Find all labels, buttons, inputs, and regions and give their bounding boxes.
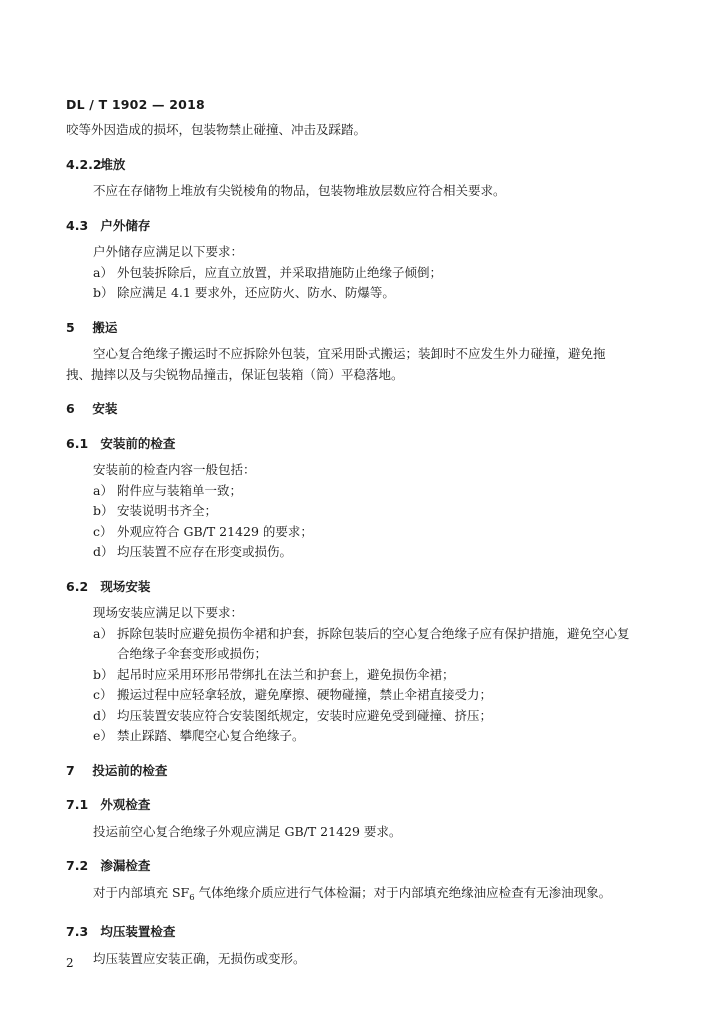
section-7-1-text: 投运前空心复合绝缘子外观应满足 GB/T 21429 要求。 xyxy=(93,823,402,839)
section-number: 7.3 xyxy=(66,924,89,939)
section-title: 渗漏检查 xyxy=(100,858,151,873)
list-text: 外观应符合 GB/T 21429 的要求； xyxy=(117,523,313,539)
list-item xyxy=(66,263,660,284)
list-item xyxy=(66,624,660,645)
section-number: 7 xyxy=(66,762,75,778)
intro-text: 咬等外因造成的损坏，包装物禁止碰撞、冲击及踩踏。 xyxy=(66,122,367,137)
list-label: a） xyxy=(93,482,113,498)
section-6-2-lead: 现场安装应满足以下要求： xyxy=(93,605,244,620)
list-text: 均压装置不应存在形变或损伤。 xyxy=(117,544,293,559)
list-item xyxy=(66,542,660,563)
list-text-continuation: 合绝缘子伞套变形或损伤； xyxy=(117,646,268,661)
section-5-heading xyxy=(66,318,660,339)
section-5-text-line1: 空心复合绝缘子搬运时不应拆除外包装，宜采用卧式搬运；装卸时不应发生外力碰撞，避免拖 xyxy=(93,346,606,361)
section-number: 5 xyxy=(66,319,75,335)
page-number: 2 xyxy=(66,956,74,970)
list-text: 除应满足 4.1 要求外，还应防火、防水、防爆等。 xyxy=(117,285,395,300)
list-label: a） xyxy=(93,264,113,280)
section-title: 搬运 xyxy=(92,319,118,335)
list-item xyxy=(66,726,660,747)
section-number: 4.2.2 xyxy=(66,156,102,172)
section-4-2-2-heading xyxy=(66,155,660,176)
list-text: 安装说明书齐全； xyxy=(117,503,218,518)
list-label: c） xyxy=(93,687,113,702)
section-6-1-heading xyxy=(66,434,660,455)
section-title: 堆放 xyxy=(100,156,126,172)
section-number: 6.1 xyxy=(66,435,89,451)
section-4-3-heading xyxy=(66,216,660,237)
list-text: 拆除包装时应避免损伤伞裙和护套，拆除包装后的空心复合绝缘子应有保护措施，避免空心复 xyxy=(117,625,630,641)
section-title: 均压装置检查 xyxy=(100,924,176,939)
section-7-heading xyxy=(66,761,660,782)
section-4-3-lead: 户外储存应满足以下要求： xyxy=(93,244,244,259)
list-label: b） xyxy=(93,503,114,518)
list-text: 禁止踩踏、攀爬空心复合绝缘子。 xyxy=(117,728,305,743)
section-title: 投运前的检查 xyxy=(92,762,168,778)
section-6-1-lead: 安装前的检查内容一般包括： xyxy=(93,462,256,477)
list-text: 搬运过程中应轻拿轻放，避免摩擦、硬物碰撞，禁止伞裙直接受力； xyxy=(117,687,493,702)
list-item xyxy=(66,685,660,706)
section-7-3-text: 均压装置应安装正确，无损伤或变形。 xyxy=(93,950,306,966)
section-6-2-heading xyxy=(66,577,660,598)
section-7-3-heading xyxy=(66,922,660,943)
section-title: 安装前的检查 xyxy=(100,435,176,451)
section-number: 7.2 xyxy=(66,858,89,873)
standard-header: DL / T 1902 — 2018 xyxy=(66,97,205,112)
section-number: 7.1 xyxy=(66,797,89,812)
list-item xyxy=(66,501,660,522)
section-number: 4.3 xyxy=(66,217,89,233)
list-label: b） xyxy=(93,285,114,300)
list-item xyxy=(66,522,660,543)
section-number: 6.2 xyxy=(66,578,89,594)
list-text: 均压装置安装应符合安装图纸规定，安装时应避免受到碰撞、挤压； xyxy=(117,707,493,723)
list-item xyxy=(66,283,660,304)
text-part: 对于内部填充 SF xyxy=(93,884,190,900)
list-item xyxy=(66,706,660,727)
list-label: a） xyxy=(93,625,113,641)
list-label: d） xyxy=(93,544,114,559)
section-7-2-heading xyxy=(66,856,660,877)
section-title: 外观检查 xyxy=(100,797,151,812)
section-6-heading xyxy=(66,399,660,420)
section-title: 户外储存 xyxy=(100,217,151,233)
list-label: d） xyxy=(93,707,114,723)
list-label: b） xyxy=(93,666,114,682)
list-text: 外包装拆除后，应直立放置，并采取措施防止绝缘子倾倒； xyxy=(117,264,443,280)
list-label: c） xyxy=(93,523,113,539)
list-item xyxy=(66,665,660,686)
section-5-text-line2: 拽、抛摔以及与尖锐物品撞击，保证包装箱（筒）平稳落地。 xyxy=(66,366,404,382)
list-text: 起吊时应采用环形吊带绑扎在法兰和护套上，避免损伤伞裙； xyxy=(117,666,455,682)
section-7-2-text xyxy=(66,883,660,909)
section-title: 安装 xyxy=(92,401,118,416)
section-title: 现场安装 xyxy=(100,578,151,594)
section-4-2-2-text: 不应在存储物上堆放有尖锐棱角的物品，包装物堆放层数应符合相关要求。 xyxy=(93,183,506,198)
document-body xyxy=(66,120,660,969)
text-part: 气体绝缘介质应进行气体检漏；对于内部填充绝缘油应检查有无渗油现象。 xyxy=(194,884,612,900)
section-number: 6 xyxy=(66,401,75,416)
subscript-6: 6 xyxy=(189,892,195,903)
list-item xyxy=(66,481,660,502)
list-text: 附件应与装箱单一致； xyxy=(117,482,243,498)
section-7-1-heading xyxy=(66,795,660,816)
list-label: e） xyxy=(93,728,113,743)
